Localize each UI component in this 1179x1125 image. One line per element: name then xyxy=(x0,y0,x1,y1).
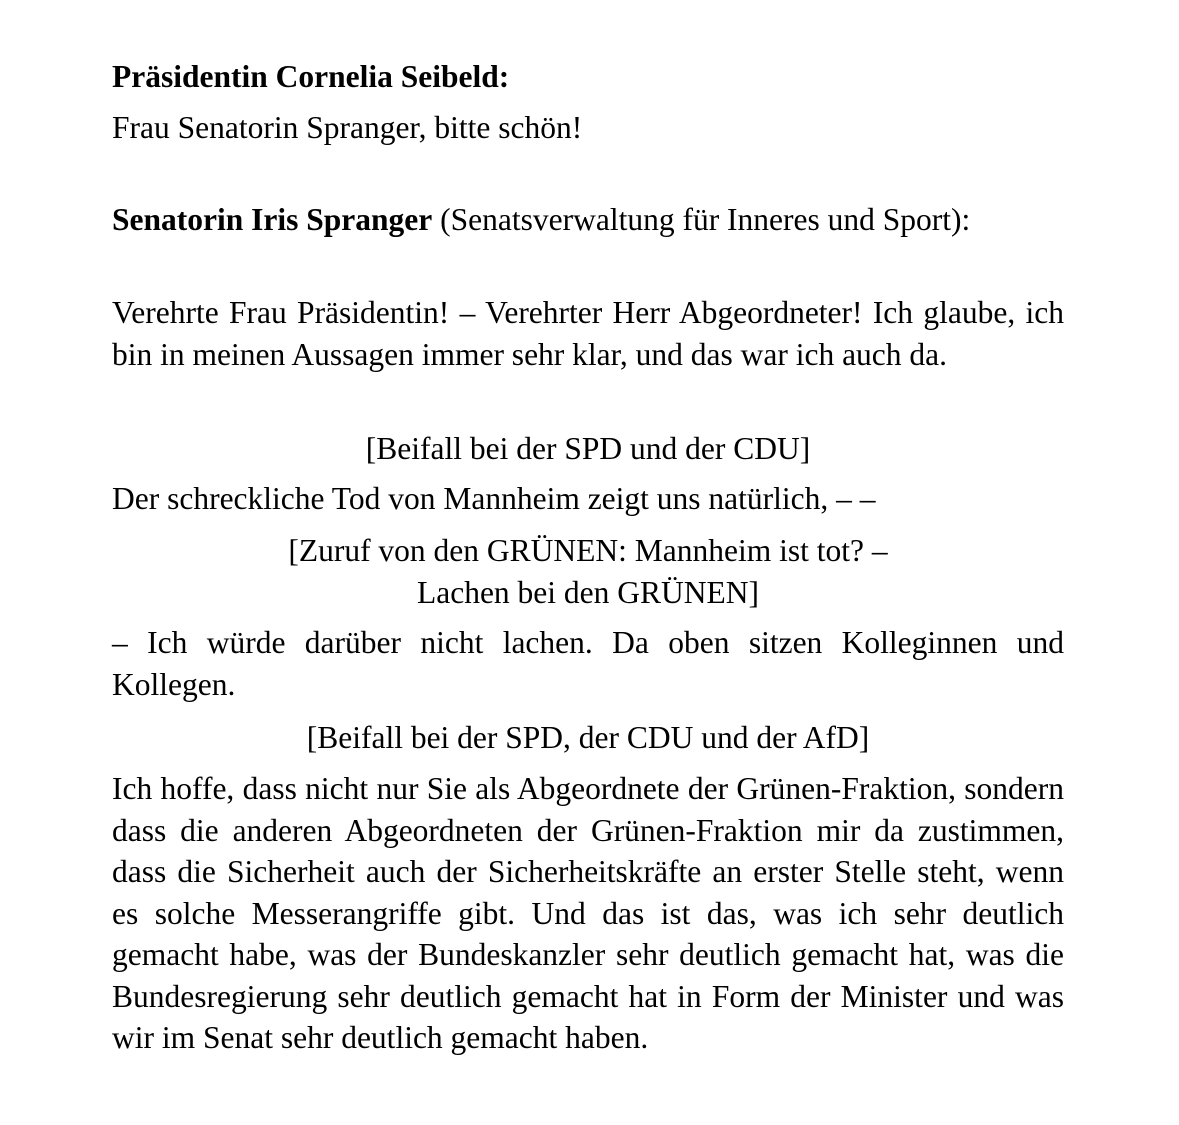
president-statement: Frau Senatorin Spranger, bitte schön! xyxy=(112,110,583,145)
speaker-heading-senator xyxy=(112,199,992,241)
speaker-name: Senatorin Iris Spranger xyxy=(112,202,433,237)
speaker-role: (Senatsverwaltung für Inneres und Sport): xyxy=(432,202,971,237)
interjection-heckle xyxy=(112,530,1064,613)
interjection-heckle-line-2: Lachen bei den GRÜNEN] xyxy=(416,574,759,610)
interjection-heckle-line-1: [Zuruf von den GRÜNEN: Mannheim ist tot? – xyxy=(288,533,888,568)
interjection-applause-2: [Beifall bei der SPD, der CDU und der AfD] xyxy=(306,720,870,755)
interjection-applause-1: [Beifall bei der SPD und der CDU] xyxy=(365,431,811,466)
speaker-heading-president: Präsidentin Cornelia Seibeld: xyxy=(112,59,510,94)
speech-paragraph-4: Ich hoffe, dass nicht nur Sie als Abgeordnete der Grünen-Fraktion, sondern dass die anderen Abgeordneten der Grünen-Fraktion mir da zustimmen, dass die Sicherheit auch der Sicherheitskräfte an erster Stelle steht, wenn es solche Messerangriffe gibt. Und das ist das, was ich sehr deutlich gemacht habe, was der Bundeskanzler sehr deutlich gemacht hat, was die Bundesregierung sehr deutlich gemacht hat in Form der Minister und was wir im Senat sehr deutlich gemacht haben. xyxy=(112,771,1064,1055)
speech-paragraph-1: Verehrte Frau Präsidentin! – Verehrter Herr Abgeordneter! Ich glaube, ich bin in meinen Aussagen immer sehr klar, und das war ich auch da. xyxy=(112,295,1064,372)
speech-paragraph-2: Der schreckliche Tod von Mannheim zeigt uns natürlich, – – xyxy=(112,481,876,516)
speech-paragraph-3: – Ich würde darüber nicht lachen. Da oben sitzen Kolleginnen und Kollegen. xyxy=(112,625,1064,702)
